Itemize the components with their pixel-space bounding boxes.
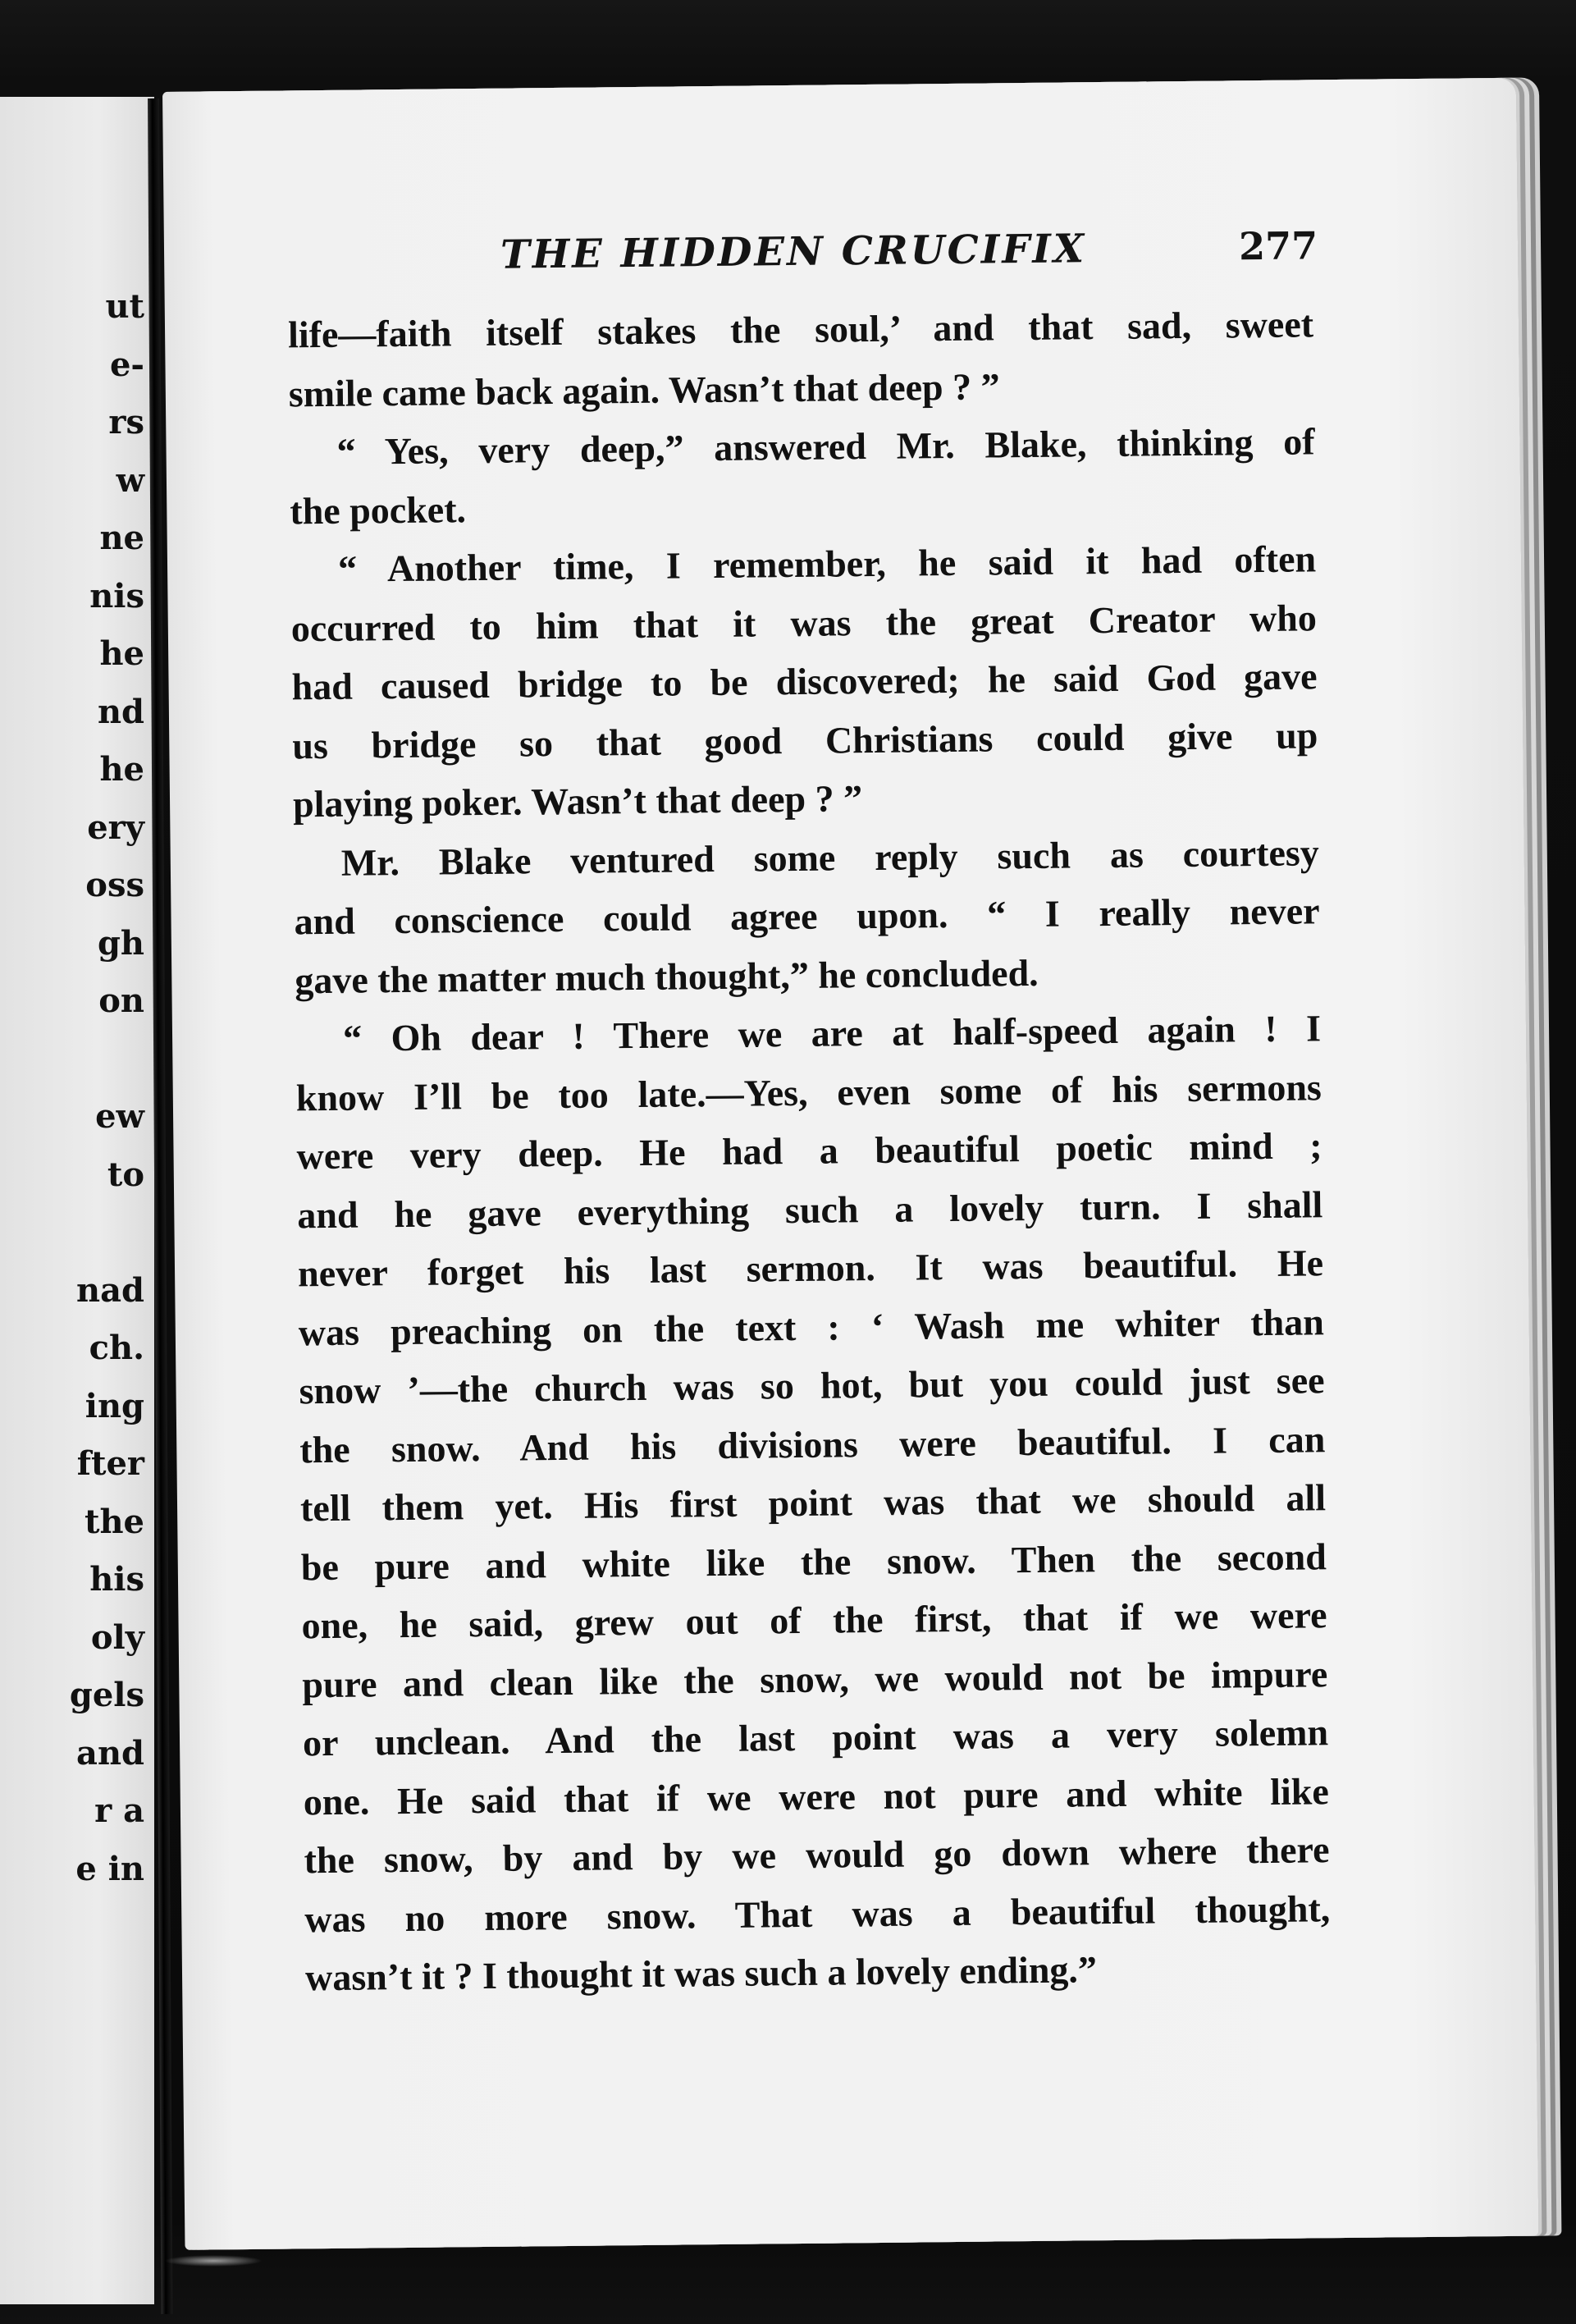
previous-page-fragment: he	[99, 750, 144, 789]
text-line: life—faith itself stakes the soul,’ and that sad, sweet	[287, 303, 1314, 356]
text-line: the snow, by and by we would go down where there	[304, 1828, 1330, 1882]
text-line: and he gave everything such a lovely turn. I shall	[297, 1183, 1323, 1236]
previous-page-fragment: rs	[108, 403, 144, 441]
text-line: one. He said that if we were not pure and white like	[303, 1769, 1330, 1823]
running-head	[164, 223, 1318, 293]
text-line: Mr. Blake ventured some reply such as courtesy	[340, 830, 1320, 884]
previous-page-fragment: r a	[94, 1791, 144, 1830]
page-number: 277	[1238, 223, 1318, 269]
previous-page-fragment: to	[107, 1155, 144, 1194]
text-line: smile came back again. Wasn’t that deep ? ”	[288, 364, 1000, 414]
text-line: snow ’—the church was so hot, but you could just see	[299, 1359, 1325, 1412]
text-line: “ Another time, I remember, he said it had often	[337, 538, 1317, 590]
previous-page-fragment: the	[84, 1502, 144, 1541]
previous-page-fragment: and	[76, 1733, 144, 1773]
text-line: “ Oh dear ! There we are at half-speed again ! I	[342, 1007, 1322, 1059]
text-line: be pure and white like the snow. Then the second	[300, 1535, 1327, 1588]
previous-page-fragment: ne	[99, 519, 144, 557]
previous-page-fragment: e-	[109, 345, 144, 384]
text-line: wasn’t it ? I thought it was such a lovely ending.”	[304, 1948, 1098, 1999]
text-line: the pocket.	[290, 487, 467, 532]
previous-page-fragment: w	[116, 460, 144, 500]
text-line: know I’ll be too late.—Yes, even some of his sermons	[295, 1065, 1322, 1119]
previous-page-edge	[0, 97, 154, 2304]
text-line: and conscience could agree upon. “ I really never	[294, 890, 1320, 943]
page-title: THE HIDDEN CRUCIFIX	[500, 226, 1087, 278]
text-line: were very deep. He had a beautiful poetic mind ;	[296, 1124, 1322, 1178]
previous-page-fragment: ew	[95, 1097, 144, 1136]
text-line: or unclean. And the last point was a very solemn	[302, 1711, 1329, 1764]
previous-page-fragment: nis	[89, 576, 144, 615]
previous-page-fragment: on	[98, 981, 144, 1020]
previous-page-fragment: ch.	[89, 1329, 144, 1367]
text-line: the snow. And his divisions were beautiful. I can	[299, 1417, 1326, 1471]
previous-page-fragment: he	[99, 634, 144, 673]
text-line: never forget his last sermon. It was beautiful. He	[297, 1242, 1324, 1295]
previous-page-fragment: oss	[85, 866, 144, 904]
scan-artifact	[164, 2255, 263, 2267]
text-line: one, he said, grew out of the first, that if we were	[301, 1594, 1327, 1647]
previous-page-fragment: ut	[105, 287, 144, 326]
page-body-text	[288, 295, 1332, 2006]
previous-page-fragment: oly	[90, 1617, 144, 1657]
previous-page-fragment: gels	[69, 1676, 144, 1714]
text-line: playing poker. Wasn’t that deep ? ”	[292, 777, 863, 826]
book-page	[162, 78, 1538, 2250]
text-line: had caused bridge to be discovered; he said God gave	[291, 655, 1318, 708]
previous-page-fragment: e in	[75, 1849, 144, 1888]
text-line: us bridge so that good Christians could give up	[292, 713, 1318, 766]
previous-page-fragment: ery	[87, 807, 144, 847]
previous-page-fragment: his	[89, 1560, 144, 1599]
previous-page-fragment: ing	[85, 1386, 144, 1425]
previous-page-fragment: nd	[97, 692, 144, 731]
text-line: pure and clean like the snow, we would not be impure	[302, 1652, 1328, 1705]
text-line: occurred to him that it was the great Creator who	[290, 596, 1318, 649]
previous-page-fragment: nad	[76, 1270, 144, 1310]
text-line: tell them yet. His first point was that we should all	[299, 1476, 1327, 1530]
previous-page-fragment: gh	[97, 923, 144, 963]
text-line: gave the matter much thought,” he concluded.	[295, 951, 1039, 1001]
previous-page-fragment: fter	[76, 1444, 144, 1483]
text-line: was no more snow. That was a beautiful thought,	[304, 1887, 1331, 1940]
text-line: was preaching on the text : ‘ Wash me whiter than	[298, 1300, 1325, 1353]
text-line: “ Yes, very deep,” answered Mr. Blake, thinking of	[336, 420, 1315, 473]
